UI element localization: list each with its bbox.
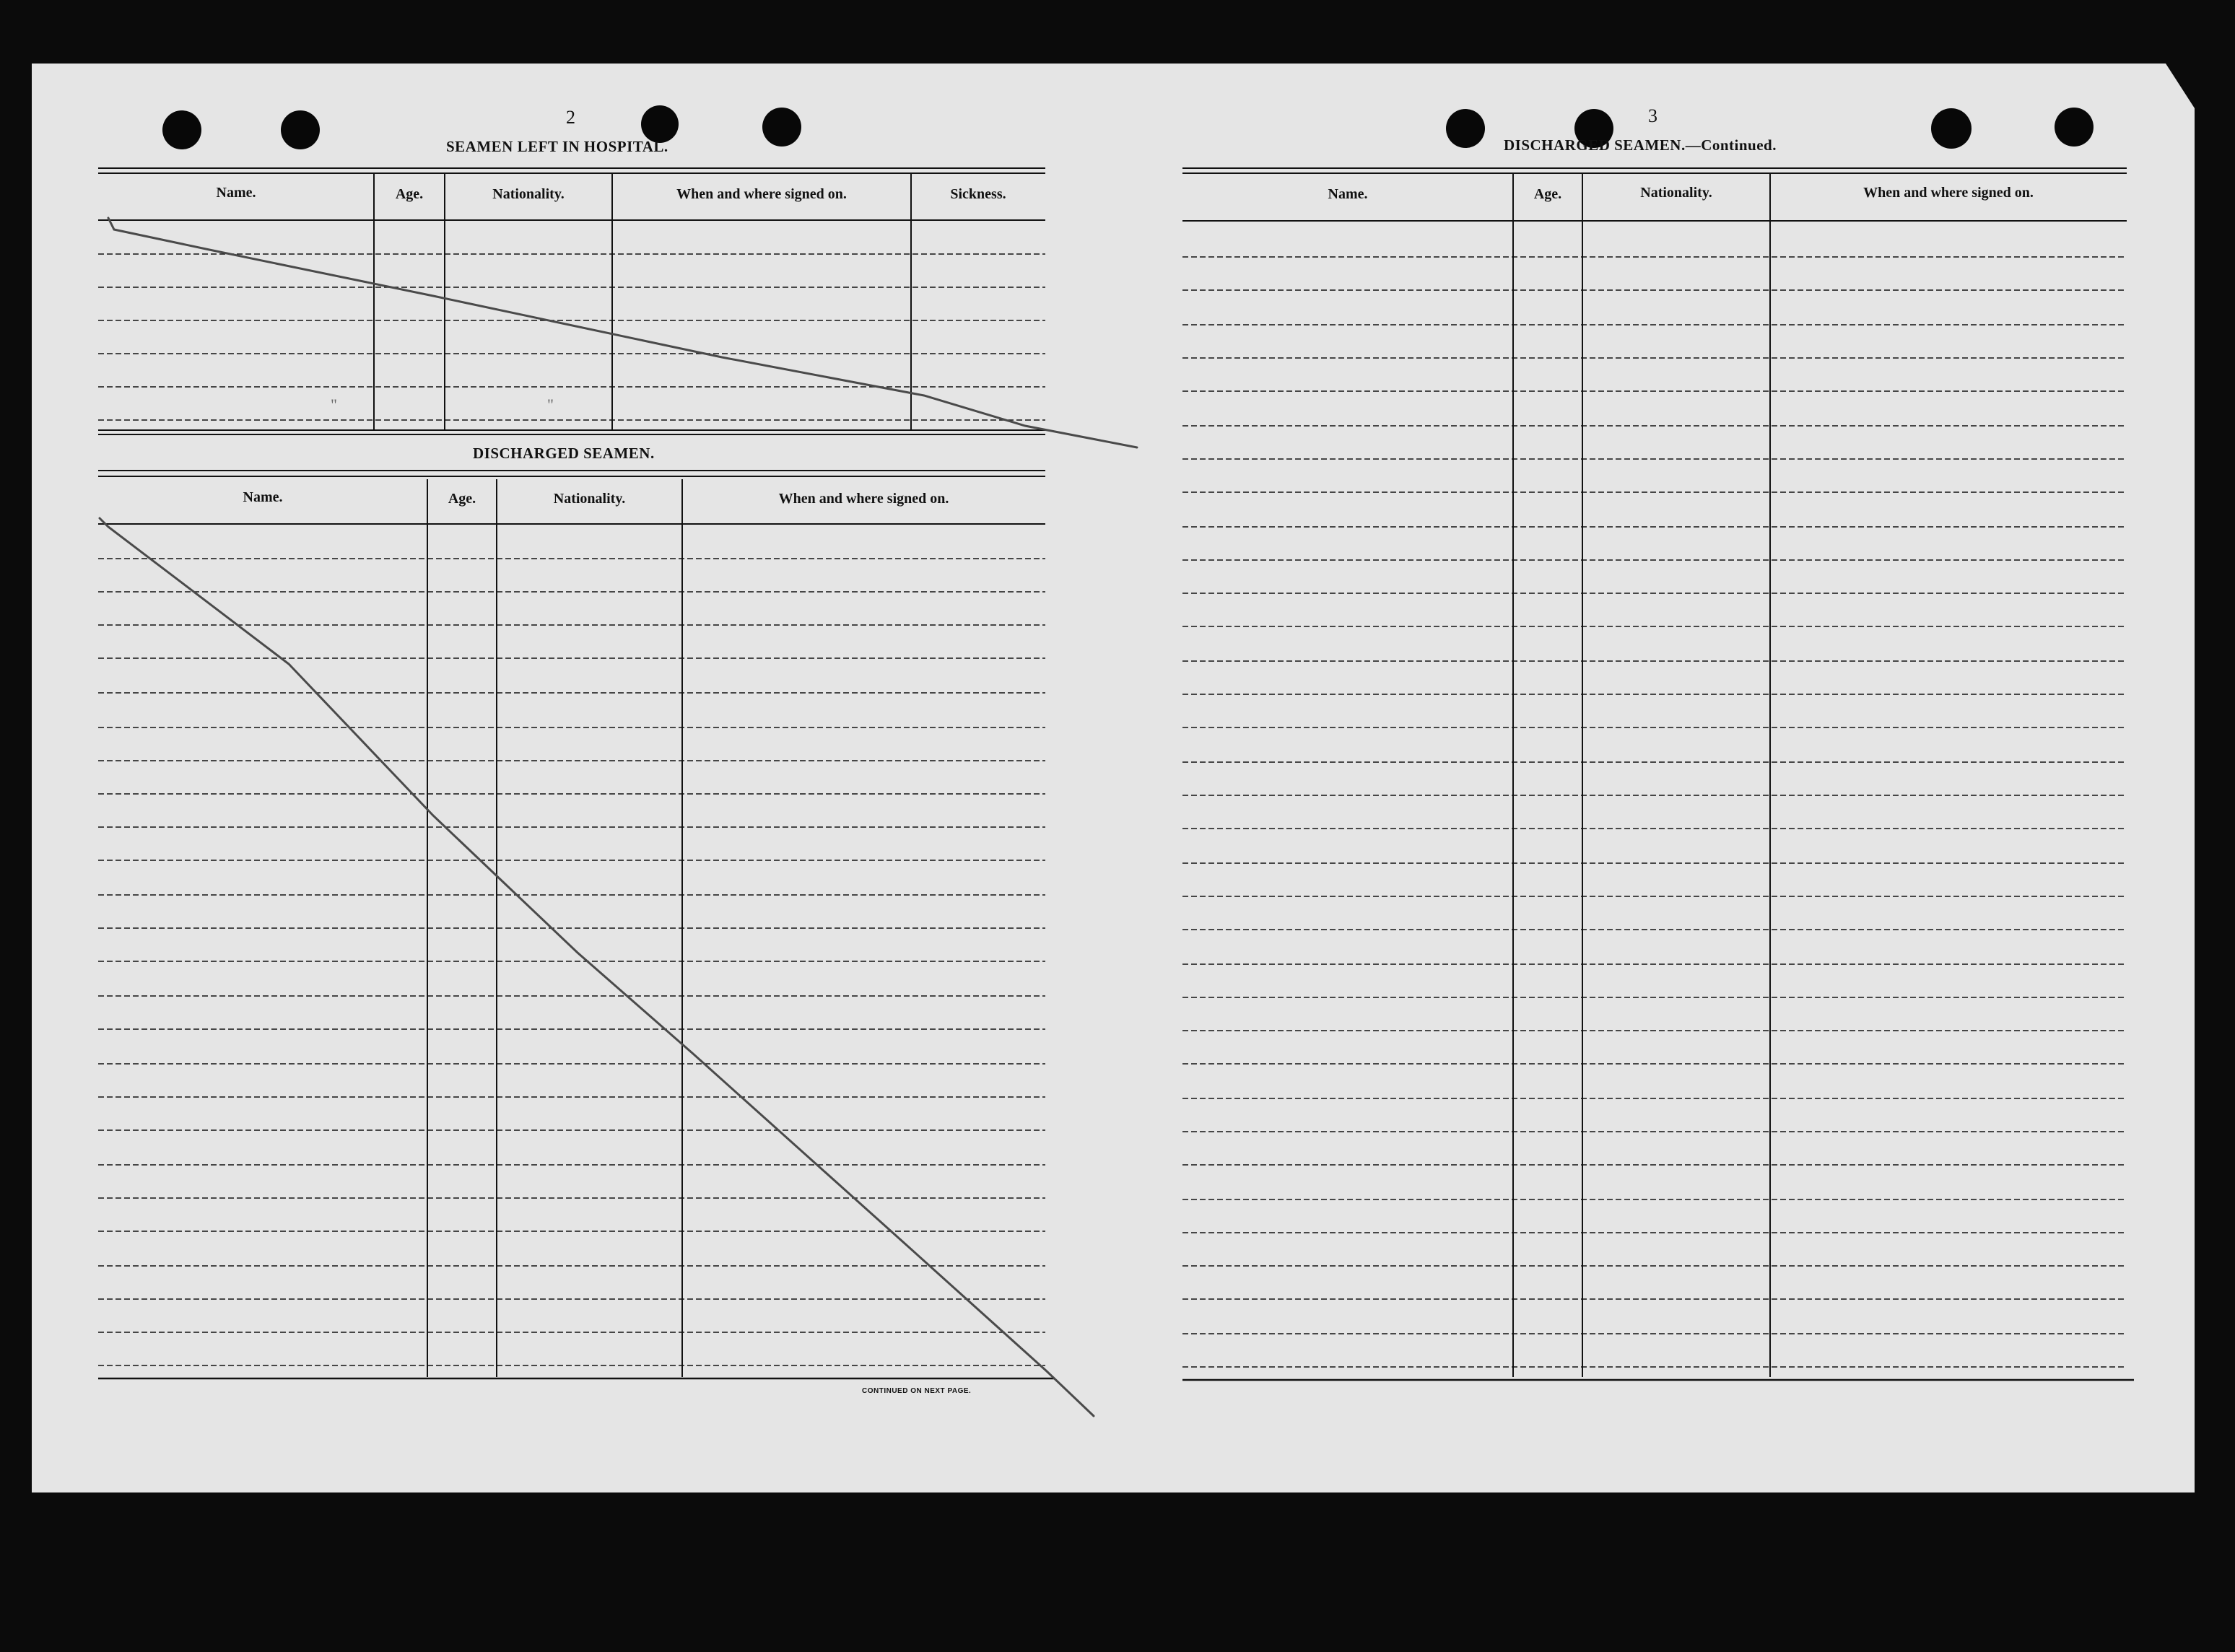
hospital-col-sickness: Sickness. (950, 186, 1006, 202)
hospital-col-name: Name. (216, 185, 256, 201)
right-col-name: Name. (1328, 186, 1368, 202)
punch-hole (1931, 108, 1972, 149)
punch-hole (281, 110, 320, 149)
right-section-title: DISCHARGED SEAMEN.—Continued. (1504, 136, 1777, 154)
hospital-col-signed-on: When and where signed on. (676, 186, 847, 202)
punch-hole (762, 108, 801, 147)
right-col-age: Age. (1533, 186, 1562, 202)
punch-hole (2055, 108, 2094, 147)
discharged-col-signed-on: When and where signed on. (778, 491, 949, 507)
discharged-col-nationality: Nationality. (553, 491, 626, 507)
discharged-section-title: DISCHARGED SEAMEN. (473, 445, 655, 462)
hospital-section-title: SEAMEN LEFT IN HOSPITAL. (446, 138, 668, 155)
punch-hole (1446, 109, 1485, 148)
continued-footer: CONTINUED ON NEXT PAGE. (862, 1387, 972, 1395)
right-col-signed-on: When and where signed on. (1863, 185, 2034, 201)
page-number-right: 3 (1648, 105, 1657, 126)
discharged-col-name: Name. (243, 489, 283, 505)
hospital-col-nationality: Nationality. (492, 186, 565, 202)
ditto-mark: " (547, 395, 554, 414)
paper-sheet (32, 64, 2195, 1493)
punch-hole (162, 110, 201, 149)
discharged-col-age: Age. (448, 491, 476, 507)
hospital-col-age: Age. (395, 186, 424, 202)
ditto-mark: " (331, 395, 337, 414)
page-number-left: 2 (566, 107, 575, 128)
right-col-nationality: Nationality. (1640, 185, 1712, 201)
